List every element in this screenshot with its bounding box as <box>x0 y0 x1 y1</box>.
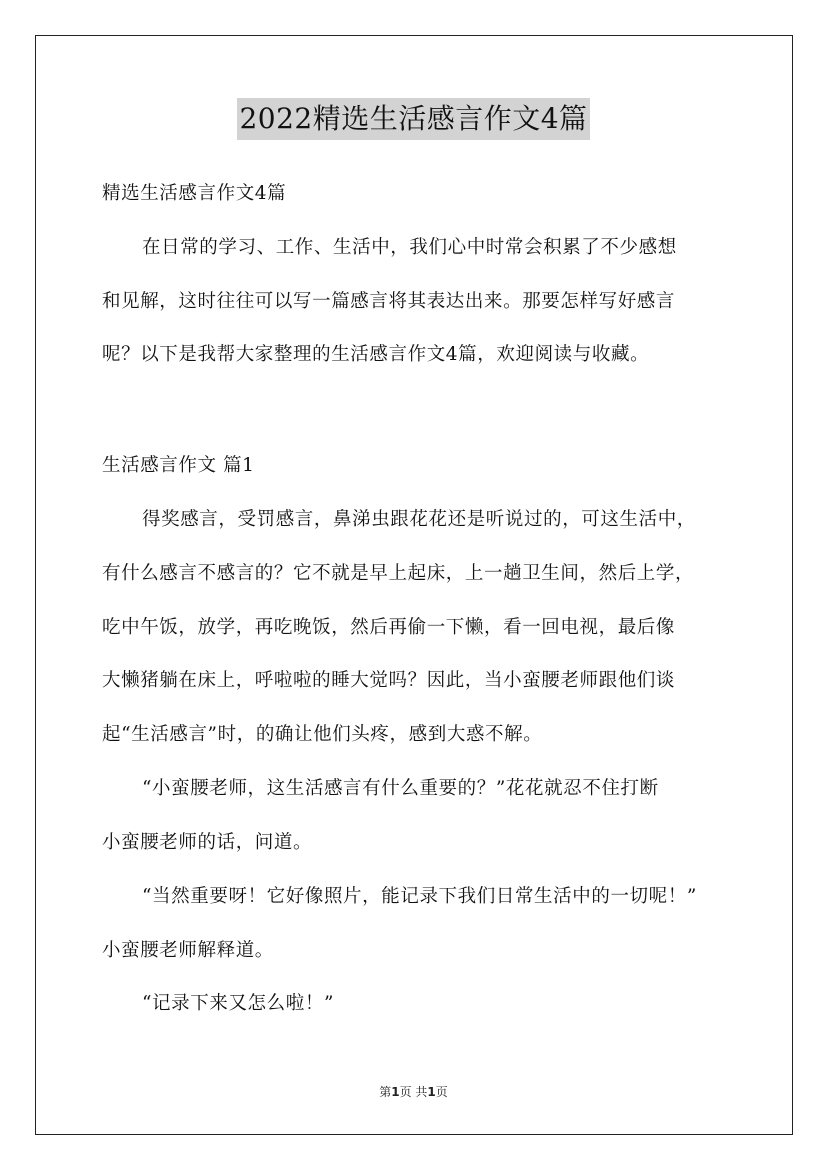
body-line-1: 得奖感言，受罚感言，鼻涕虫跟花花还是听说过的，可这生活中， <box>142 509 696 530</box>
intro-line-3: 呢？以下是我帮大家整理的生活感言作文4篇，欢迎阅读与收藏。 <box>102 344 650 365</box>
body-line-4: 大懒猪躺在床上，呼啦啦的睡大觉吗？因此，当小蛮腰老师跟他们谈 <box>102 670 676 691</box>
document-subtitle: 精选生活感言作文4篇 <box>102 183 287 204</box>
section-heading: 生活感言作文 篇1 <box>102 455 255 476</box>
title-container <box>0 98 827 140</box>
body-line-2: 有什么感言不感言的？它不就是早上起床，上一趟卫生间，然后上学， <box>102 563 695 584</box>
intro-line-2: 和见解，这时往往可以写一篇感言将其表达出来。那要怎样写好感言 <box>102 291 676 312</box>
body-line-9: 小蛮腰老师解释道。 <box>102 940 274 961</box>
body-line-3: 吃中午饭，放学，再吃晚饭，然后再偷一下懒，看一回电视，最后像 <box>102 617 676 638</box>
footer-suffix: 页 <box>435 1085 448 1099</box>
body-line-7: 小蛮腰老师的话，问道。 <box>102 832 313 853</box>
body-line-5: 起“生活感言”时，的确让他们头疼，感到大惑不解。 <box>102 724 543 745</box>
document-title: 2022精选生活感言作文4篇 <box>237 98 589 140</box>
footer-page-total: 1 <box>427 1085 436 1099</box>
body-line-6: “小蛮腰老师，这生活感言有什么重要的？”花花就忍不住打断 <box>142 778 659 799</box>
footer-prefix: 第 <box>379 1085 392 1099</box>
footer-page-current: 1 <box>391 1085 400 1099</box>
page-footer <box>0 1084 827 1100</box>
body-line-8: “当然重要呀！它好像照片，能记录下我们日常生活中的一切呢！” <box>142 886 697 907</box>
intro-line-1: 在日常的学习、工作、生活中，我们心中时常会积累了不少感想 <box>142 237 677 258</box>
footer-mid: 页 共 <box>399 1085 428 1099</box>
body-line-10: “记录下来又怎么啦！” <box>142 993 335 1014</box>
